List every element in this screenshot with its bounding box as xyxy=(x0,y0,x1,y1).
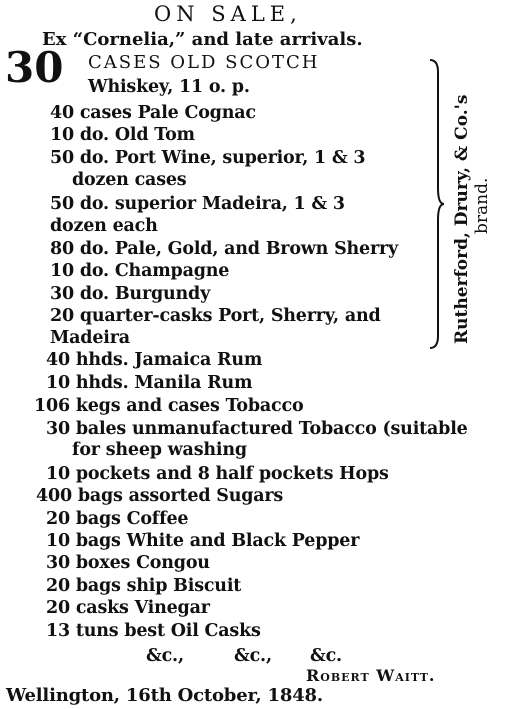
lead-number: 30 xyxy=(5,43,64,92)
list-item: 20 bags ship Biscuit xyxy=(46,576,242,596)
ad-subtitle: Ex “Cornelia,” and late arrivals. xyxy=(42,29,363,50)
etc-2: &c., xyxy=(234,646,272,666)
list-item: dozen cases xyxy=(72,170,187,190)
bracket-note-line-1: Rutherford, Drury, & Co.'s xyxy=(452,94,472,344)
lead-line-1: CASES OLD SCOTCH xyxy=(88,52,320,73)
list-item: 80 do. Pale, Gold, and Brown Sherry xyxy=(50,239,398,259)
list-item: 13 tuns best Oil Casks xyxy=(46,621,261,641)
list-item: dozen each xyxy=(50,216,158,236)
list-item: 50 do. Port Wine, superior, 1 & 3 xyxy=(50,148,366,168)
list-item: 20 bags Coffee xyxy=(46,509,189,529)
bracket-note-line-2: brand. xyxy=(472,177,492,234)
list-item: 30 boxes Congou xyxy=(46,553,210,573)
signature: Robert Waitt. xyxy=(306,666,436,685)
lead-line-2: Whiskey, 11 o. p. xyxy=(88,77,250,97)
list-item: 10 hhds. Manila Rum xyxy=(46,373,253,393)
list-item: 10 do. Old Tom xyxy=(50,125,195,145)
list-item: 106 kegs and cases Tobacco xyxy=(34,396,304,416)
list-item: 30 bales unmanufactured Tobacco (suitable xyxy=(46,419,468,439)
list-item: Madeira xyxy=(50,328,130,348)
list-item: 10 bags White and Black Pepper xyxy=(46,531,360,551)
list-item: 30 do. Burgundy xyxy=(50,284,211,304)
grouping-brace xyxy=(428,58,446,350)
list-item: 20 quarter-casks Port, Sherry, and xyxy=(50,306,381,326)
ad-title: ON SALE, xyxy=(154,2,302,26)
list-item: 10 do. Champagne xyxy=(50,261,230,281)
list-item: 400 bags assorted Sugars xyxy=(36,486,284,506)
list-item: 40 cases Pale Cognac xyxy=(50,103,256,123)
list-item: for sheep washing xyxy=(72,440,247,460)
etc-1: &c., xyxy=(146,646,184,666)
list-item: 50 do. superior Madeira, 1 & 3 xyxy=(50,194,345,214)
list-item: 10 pockets and 8 half pockets Hops xyxy=(46,464,389,484)
list-item: 20 casks Vinegar xyxy=(46,598,210,618)
etc-3: &c. xyxy=(310,646,342,666)
list-item: 40 hhds. Jamaica Rum xyxy=(46,350,263,370)
bracket-note xyxy=(446,54,496,354)
date-line: Wellington, 16th October, 1848. xyxy=(6,685,323,706)
